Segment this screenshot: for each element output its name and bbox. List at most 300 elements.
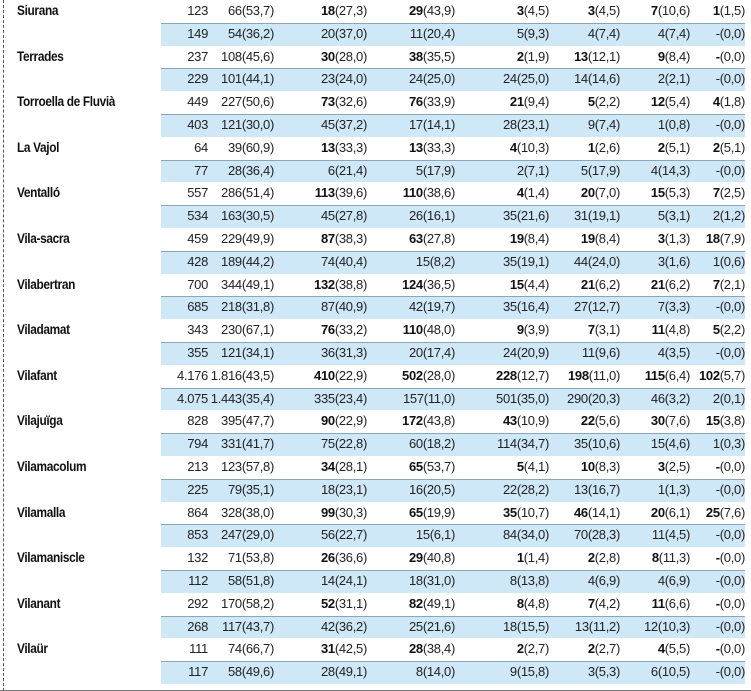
party-7-value: - [715, 481, 720, 497]
total-value: 794 [187, 436, 208, 452]
table-row-previous [13, 661, 745, 684]
party-5-value: 7 [587, 322, 595, 338]
party-1-percent: (43,7) [241, 618, 274, 634]
party-1-cell [211, 391, 274, 406]
party-2-percent: (28,1) [334, 458, 367, 474]
party-2-percent: (22,8) [334, 436, 367, 452]
party-3-percent: (14,0) [422, 664, 455, 680]
party-1-cell [221, 185, 274, 200]
total-value: 557 [187, 185, 208, 201]
party-7-cell [713, 208, 745, 223]
party-3-value: 15 [415, 253, 430, 269]
party-4-value: 9 [509, 664, 517, 680]
party-4-cell [517, 550, 549, 565]
party-3-cell [409, 299, 455, 314]
party-4-percent: (1,4) [523, 550, 549, 566]
party-2-value: 132 [314, 276, 335, 292]
party-6-value: 2 [657, 71, 665, 87]
party-5-percent: (28,3) [587, 527, 620, 543]
party-4-percent: (19,1) [516, 253, 549, 269]
party-2-cell [321, 254, 367, 269]
party-7-cell [716, 527, 745, 542]
party-1-percent: (31,8) [241, 299, 274, 315]
party-4-percent: (12,7) [516, 367, 549, 383]
party-7-value: - [715, 299, 720, 315]
party-2-value: 34 [320, 458, 335, 474]
party-2-cell [321, 231, 367, 246]
total-value: 534 [187, 208, 208, 224]
party-7-value: 1 [712, 253, 720, 269]
party-3-percent: (8,2) [429, 253, 455, 269]
party-6-value: 6 [650, 664, 658, 680]
table-row [13, 0, 745, 23]
party-5-value: 2 [587, 550, 595, 566]
party-4-cell [517, 596, 549, 611]
party-1-percent: (35,4) [241, 390, 274, 406]
party-2-percent: (33,3) [334, 139, 367, 155]
party-5-cell [575, 619, 620, 634]
party-4-value: 4 [509, 139, 517, 155]
party-3-value: 17 [408, 116, 423, 132]
party-1-percent: (30,0) [241, 116, 274, 132]
party-4-cell [510, 573, 549, 588]
party-6-value: 9 [657, 48, 665, 64]
party-6-percent: (6,1) [664, 504, 690, 520]
total-value: 4.176 [176, 367, 208, 383]
party-1-cell [221, 322, 274, 337]
party-1-cell [221, 299, 274, 314]
party-3-percent: (14,1) [422, 116, 455, 132]
party-7-value: 7 [712, 276, 720, 292]
party-4-percent: (4,4) [523, 276, 549, 292]
municipality-name: Vilafant [17, 367, 57, 383]
party-3-cell [402, 277, 455, 292]
table-row [13, 91, 745, 114]
party-4-value: 35 [502, 299, 517, 315]
party-4-percent: (15,8) [516, 664, 549, 680]
party-7-cell [713, 436, 745, 451]
party-1-percent: (36,2) [241, 25, 274, 41]
party-6-value: 3 [657, 458, 665, 474]
party-3-cell [409, 619, 455, 634]
party-1-percent: (35,1) [241, 481, 274, 497]
table-row [13, 46, 745, 69]
party-5-percent: (5,6) [594, 413, 620, 429]
party-1-value: 328 [221, 504, 242, 520]
party-4-cell [496, 368, 549, 383]
total-value: 229 [187, 71, 208, 87]
party-7-value: 1 [712, 3, 720, 18]
party-1-cell [221, 459, 274, 474]
party-6-percent: (3,2) [664, 390, 690, 406]
party-5-value: 10 [580, 458, 595, 474]
party-6-cell [652, 596, 690, 611]
party-3-value: 110 [402, 322, 423, 338]
party-2-value: 113 [314, 185, 335, 201]
party-6-cell [651, 413, 690, 428]
municipality-name: La Vajol [17, 139, 60, 155]
party-1-percent: (44,2) [241, 253, 274, 269]
party-7-cell [716, 71, 745, 86]
party-5-cell [582, 345, 620, 360]
party-4-percent: (9,4) [523, 94, 549, 110]
party-3-value: 11 [409, 25, 423, 41]
party-5-percent: (4,2) [594, 595, 620, 611]
party-4-percent: (4,5) [523, 3, 549, 18]
party-5-value: 22 [580, 413, 595, 429]
party-4-cell [510, 277, 549, 292]
party-5-cell [581, 459, 620, 474]
party-5-percent: (20,3) [587, 390, 620, 406]
party-5-percent: (12,1) [587, 48, 620, 64]
municipality-name: Ventalló [17, 185, 60, 201]
municipality-group [13, 593, 745, 639]
party-4-percent: (35,0) [516, 390, 549, 406]
party-4-cell [496, 391, 549, 406]
party-4-percent: (1,9) [523, 48, 549, 64]
table-row [13, 182, 745, 205]
table-row [13, 319, 745, 342]
municipality-name: Viladamat [17, 322, 70, 338]
party-5-value: 44 [573, 253, 588, 269]
party-1-percent: (44,1) [241, 71, 274, 87]
party-4-cell [497, 436, 549, 451]
party-6-value: 4 [657, 641, 665, 657]
total-value: 864 [187, 504, 208, 520]
party-1-cell [228, 140, 274, 155]
party-7-value: - [715, 25, 720, 41]
row-separator [161, 296, 745, 297]
party-3-percent: (53,7) [422, 458, 455, 474]
party-2-percent: (31,3) [334, 344, 367, 360]
party-4-cell [517, 185, 549, 200]
party-6-cell [651, 94, 690, 109]
party-4-value: 35 [502, 208, 517, 224]
party-3-value: 8 [415, 664, 423, 680]
party-6-value: 4 [657, 572, 665, 588]
party-7-value: - [715, 618, 720, 634]
party-7-value: - [715, 572, 720, 588]
row-separator [161, 342, 745, 343]
party-2-percent: (30,3) [334, 504, 367, 520]
party-3-value: 24 [408, 71, 423, 87]
table-row-previous [13, 616, 745, 639]
municipality-group [13, 46, 745, 92]
party-2-cell [321, 299, 367, 314]
party-3-cell [409, 550, 455, 565]
party-4-value: 19 [509, 230, 524, 246]
party-3-percent: (20,5) [422, 481, 455, 497]
party-4-percent: (23,1) [516, 116, 549, 132]
party-1-value: 54 [227, 25, 242, 41]
party-7-percent: (0,1) [719, 390, 745, 406]
party-2-value: 52 [320, 595, 335, 611]
party-3-percent: (27,8) [422, 230, 455, 246]
party-6-value: 15 [650, 436, 665, 452]
party-6-cell [645, 368, 690, 383]
party-5-value: 21 [580, 276, 595, 292]
party-1-percent: (49,1) [241, 276, 274, 292]
party-2-percent: (24,0) [334, 71, 367, 87]
party-5-cell [588, 641, 620, 656]
table-row-previous [13, 251, 745, 274]
party-6-cell [658, 573, 690, 588]
party-5-cell [574, 527, 620, 542]
table-row [13, 274, 745, 297]
party-1-value: 227 [221, 94, 242, 110]
total-value: 149 [187, 25, 208, 41]
party-7-cell [706, 413, 745, 428]
party-6-percent: (6,4) [664, 367, 690, 383]
party-4-value: 501 [496, 390, 517, 406]
party-7-percent: (0,0) [719, 344, 745, 360]
party-7-percent: (5,1) [719, 139, 745, 155]
party-5-percent: (8,4) [594, 230, 620, 246]
party-5-cell [574, 299, 620, 314]
party-3-value: 82 [408, 595, 423, 611]
party-2-percent: (23,4) [334, 390, 367, 406]
party-2-value: 31 [320, 641, 335, 657]
party-1-cell [221, 254, 274, 269]
party-2-cell [321, 482, 367, 497]
party-6-percent: (2,5) [664, 458, 690, 474]
total-value: 403 [187, 116, 208, 132]
party-3-cell [403, 391, 455, 406]
party-1-percent: (58,2) [241, 595, 274, 611]
party-5-percent: (24,0) [587, 253, 620, 269]
party-3-cell [403, 185, 455, 200]
party-4-percent: (25,0) [516, 71, 549, 87]
party-2-cell [315, 185, 367, 200]
party-5-value: 14 [573, 71, 588, 87]
party-1-cell [221, 117, 274, 132]
party-4-value: 21 [509, 94, 524, 110]
table-row [13, 593, 745, 616]
party-7-value: - [715, 595, 720, 611]
party-2-value: 26 [320, 550, 335, 566]
party-7-percent: (3,8) [719, 413, 745, 429]
total-value: 428 [187, 253, 208, 269]
total-value: 853 [187, 527, 208, 543]
party-3-cell [416, 664, 455, 679]
table-row-previous [13, 23, 745, 46]
table-row [13, 456, 745, 479]
total-value: 292 [187, 595, 208, 611]
party-3-value: 76 [408, 94, 423, 110]
party-4-cell [503, 345, 549, 360]
party-5-cell [588, 573, 620, 588]
party-6-cell [658, 208, 690, 223]
party-3-percent: (33,3) [422, 139, 455, 155]
party-1-cell [221, 527, 274, 542]
party-3-value: 28 [408, 641, 423, 657]
municipality-name: Terrades [17, 48, 64, 64]
party-6-percent: (5,3) [664, 185, 690, 201]
party-2-percent: (22,9) [334, 413, 367, 429]
party-6-cell [652, 550, 690, 565]
party-1-value: 66 [227, 3, 242, 18]
party-4-percent: (4,8) [523, 595, 549, 611]
row-separator [161, 114, 745, 115]
municipality-name: Vilamalla [17, 504, 66, 520]
table-row-previous [13, 479, 745, 502]
party-7-percent: (7,6) [719, 504, 745, 520]
party-5-value: 4 [587, 25, 595, 41]
row-separator [161, 479, 745, 480]
party-6-cell [651, 664, 690, 679]
party-7-value: - [715, 641, 720, 657]
party-6-percent: (4,5) [664, 527, 690, 543]
party-4-percent: (1,4) [523, 185, 549, 201]
party-5-percent: (14,1) [587, 504, 620, 520]
party-4-cell [503, 619, 549, 634]
party-2-cell [321, 413, 367, 428]
party-6-percent: (6,9) [664, 572, 690, 588]
party-4-value: 8 [509, 572, 517, 588]
party-4-value: 35 [502, 504, 517, 520]
party-7-percent: (0,0) [719, 299, 745, 315]
party-5-cell [574, 254, 620, 269]
party-7-cell [713, 3, 745, 18]
table-row-previous [13, 524, 745, 547]
party-2-cell [321, 436, 367, 451]
party-3-percent: (43,9) [422, 3, 455, 18]
party-6-percent: (6,2) [664, 276, 690, 292]
party-1-cell [221, 49, 274, 64]
party-4-cell [503, 254, 549, 269]
party-3-cell [409, 94, 455, 109]
table-row-previous [13, 388, 745, 411]
party-6-percent: (5,1) [664, 139, 690, 155]
party-3-value: 60 [408, 436, 423, 452]
party-4-value: 2 [516, 162, 524, 178]
party-4-percent: (34,7) [516, 436, 549, 452]
party-5-percent: (2,7) [594, 641, 620, 657]
party-2-value: 73 [320, 94, 335, 110]
party-2-percent: (49,1) [334, 664, 367, 680]
party-3-percent: (19,9) [422, 504, 455, 520]
party-6-value: 20 [650, 504, 665, 520]
party-5-percent: (8,3) [594, 458, 620, 474]
party-3-cell [402, 368, 455, 383]
party-4-cell [517, 26, 549, 41]
party-4-value: 28 [502, 116, 517, 132]
party-5-cell [588, 94, 620, 109]
party-6-cell [651, 391, 690, 406]
party-5-value: 4 [587, 572, 595, 588]
party-6-percent: (1,6) [664, 253, 690, 269]
party-5-percent: (2,2) [594, 94, 620, 110]
party-7-cell [716, 163, 745, 178]
party-6-percent: (3,3) [664, 299, 690, 315]
party-3-percent: (31,0) [422, 572, 455, 588]
party-2-value: 90 [320, 413, 335, 429]
party-6-percent: (8,4) [664, 48, 690, 64]
municipality-group [13, 319, 745, 365]
total-value: 700 [187, 276, 208, 292]
party-2-value: 20 [320, 25, 335, 41]
party-5-cell [581, 413, 620, 428]
party-1-cell [221, 71, 274, 86]
party-5-percent: (3,1) [594, 322, 620, 338]
party-4-value: 3 [516, 3, 524, 18]
party-5-percent: (4,5) [594, 3, 620, 18]
party-5-value: 35 [573, 436, 588, 452]
party-6-cell [658, 117, 690, 132]
party-2-value: 410 [314, 367, 335, 383]
party-2-value: 13 [320, 139, 335, 155]
municipality-name: Vilamacolum [17, 458, 87, 474]
party-5-value: 1 [587, 139, 595, 155]
municipality-group [13, 274, 745, 320]
party-1-cell [221, 505, 274, 520]
municipality-group [13, 137, 745, 183]
party-6-percent: (2,1) [664, 71, 690, 87]
party-1-value: 230 [221, 322, 242, 338]
party-5-cell [574, 436, 620, 451]
party-7-cell [716, 49, 745, 64]
party-6-cell [651, 163, 690, 178]
municipality-group [13, 547, 745, 593]
party-1-value: 79 [227, 481, 242, 497]
party-6-percent: (0,8) [664, 116, 690, 132]
party-2-percent: (38,3) [334, 230, 367, 246]
party-7-value: 18 [705, 230, 720, 246]
party-2-cell [321, 596, 367, 611]
party-1-percent: (43,5) [241, 367, 274, 383]
party-7-value: 102 [698, 367, 720, 383]
party-7-value: 4 [712, 94, 720, 110]
party-4-cell [517, 163, 549, 178]
party-7-value: - [715, 344, 720, 360]
row-separator [161, 23, 745, 24]
party-2-percent: (27,3) [334, 3, 367, 18]
party-6-cell [658, 26, 690, 41]
table-row-previous [13, 433, 745, 456]
party-4-value: 2 [516, 641, 524, 657]
party-1-value: 74 [227, 641, 242, 657]
party-2-percent: (24,1) [334, 572, 367, 588]
party-6-cell [651, 436, 690, 451]
party-4-percent: (13,8) [516, 572, 549, 588]
party-4-percent: (8,4) [523, 230, 549, 246]
party-1-value: 247 [221, 527, 242, 543]
party-6-value: 2 [657, 139, 665, 155]
party-7-value: 1 [712, 436, 720, 452]
total-value: 111 [189, 641, 208, 657]
party-6-cell [658, 49, 690, 64]
party-6-cell [658, 299, 690, 314]
party-2-cell [321, 71, 367, 86]
party-5-value: 27 [573, 299, 588, 315]
municipality-group [13, 365, 745, 411]
party-7-value: 2 [712, 208, 720, 224]
party-1-cell [221, 345, 274, 360]
party-4-cell [503, 527, 549, 542]
party-7-value: 25 [705, 504, 720, 520]
party-1-percent: (36,4) [241, 162, 274, 178]
party-3-cell [409, 71, 455, 86]
party-1-value: 39 [227, 139, 242, 155]
party-6-cell [644, 619, 690, 634]
party-3-cell [409, 117, 455, 132]
party-1-cell [221, 436, 274, 451]
party-7-percent: (0,0) [719, 71, 745, 87]
party-5-value: 3 [587, 664, 595, 680]
party-6-value: 15 [650, 185, 665, 201]
party-3-cell [409, 641, 455, 656]
party-1-value: 163 [221, 208, 242, 224]
